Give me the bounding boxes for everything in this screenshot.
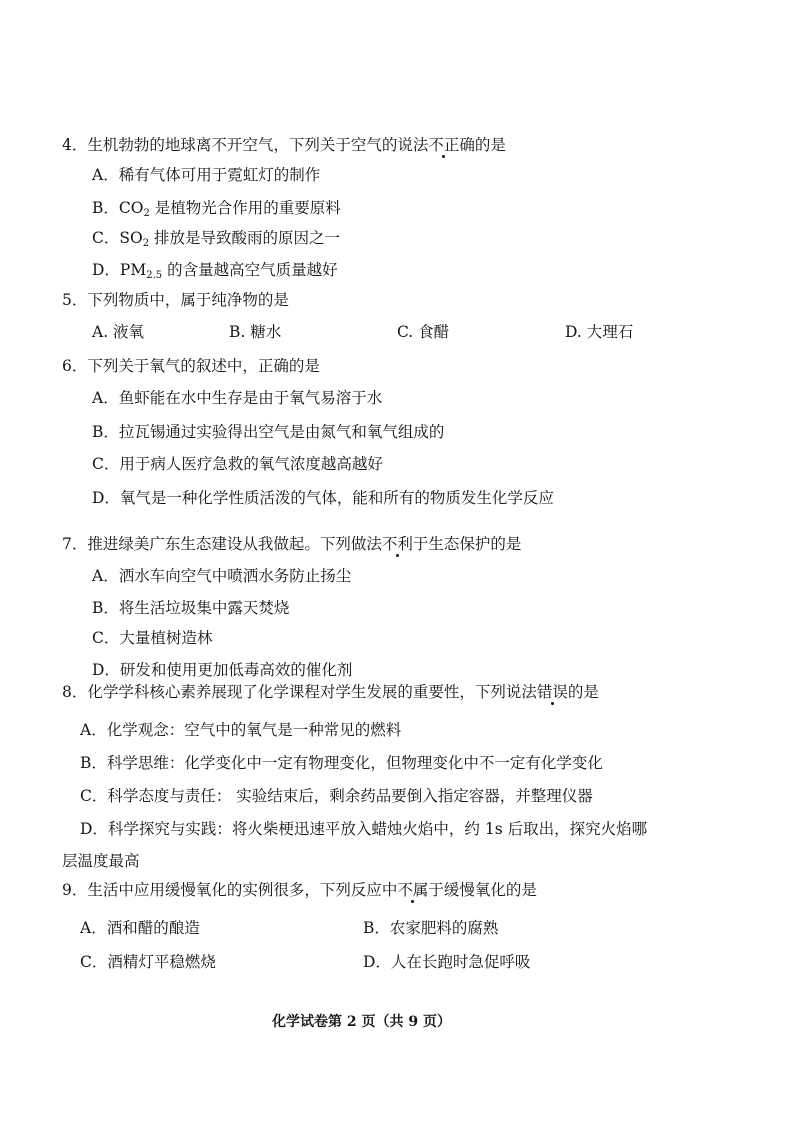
q8-stem <box>62 682 599 702</box>
q8-stem-text: 8．化学学科核心素养展现了化学课程对学生发展的重要性，下列说法 <box>62 683 537 701</box>
q4-stem-text-end: 确的是 <box>459 136 506 154</box>
q4-option-b <box>92 198 341 218</box>
q9-emphasis-text: 不属 <box>397 881 429 899</box>
q7-stem-text: 7．推进绿美广东生态建设从我做起。下列做法 <box>62 535 382 553</box>
q4-c-subscript: 2 <box>142 238 150 249</box>
q4-b-subscript: 2 <box>143 208 150 219</box>
q5-option-a: A. 液氧 <box>92 323 145 341</box>
q7-emphasis-text: 不利 <box>381 535 413 553</box>
q4-stem <box>62 135 506 155</box>
q6-option-a: A．鱼虾能在水中生存是由于氧气易溶于水 <box>92 389 383 407</box>
q4-option-c <box>92 228 340 248</box>
q9-option-c: C．酒精灯平稳燃烧 <box>80 953 216 971</box>
q6-option-b: B．拉瓦锡通过实验得出空气是由氮气和氧气组成的 <box>92 423 445 441</box>
q4-b-text: B．CO <box>92 199 144 217</box>
q9-stem <box>62 880 537 900</box>
q8-option-d-line2: 层温度最高 <box>62 852 140 870</box>
q4-stem-emphasis <box>428 136 459 154</box>
q4-b-text-end: 是植物光合作用的重要原料 <box>149 199 341 217</box>
q5-option-b: B. 糖水 <box>229 323 282 341</box>
q9-stem-text-end: 于缓慢氧化的是 <box>428 881 537 899</box>
q9-option-d: D．人在长跑时急促呼吸 <box>363 953 531 971</box>
q4-stem-text: 4．生机勃勃的地球离不开空气，下列关于空气的说法 <box>62 136 429 154</box>
q5-option-d: D. 大理石 <box>565 323 634 341</box>
q9-option-b: B．农家肥料的腐熟 <box>363 919 499 937</box>
q8-emphasis-text: 错误 <box>536 683 568 701</box>
q4-d-text-end: 的含量越高空气质量越好 <box>162 261 338 279</box>
q4-option-d <box>92 260 338 280</box>
q4-c-text-end: 排放是导致酸雨的原因之一 <box>149 229 340 247</box>
q8-stem-text-end: 的是 <box>567 683 599 701</box>
q6-option-c: C．用于病人医疗急救的氧气浓度越高越好 <box>92 455 383 473</box>
q7-option-d: D．研发和使用更加低毒高效的催化剂 <box>92 661 353 679</box>
q4-emphasis-text: 不正 <box>428 136 460 154</box>
q9-stem-text: 9．生活中应用缓慢氧化的实例很多，下列反应中 <box>62 881 398 899</box>
q8-option-d-line1: D．科学探究与实践：将火柴梗迅速平放入蜡烛火焰中，约 1s 后取出，探究火焰哪 <box>80 820 648 838</box>
q8-option-b: B．科学思维：化学变化中一定有物理变化，但物理变化中不一定有化学变化 <box>80 754 603 772</box>
q7-option-c: C．大量植树造林 <box>92 629 213 647</box>
q7-option-a: A．洒水车向空气中喷洒水务防止扬尘 <box>92 567 352 585</box>
q7-stem <box>62 534 521 554</box>
q4-c-text: C．SO <box>92 229 143 247</box>
q8-option-a: A．化学观念：空气中的氧气是一种常见的燃料 <box>80 721 402 739</box>
q9-option-a: A．酒和醋的酿造 <box>80 919 200 937</box>
q5-stem: 5．下列物质中，属于纯净物的是 <box>62 291 289 309</box>
page-footer: 化学试卷第 2 页（共 9 页） <box>272 1014 451 1030</box>
q6-option-d: D．氧气是一种化学性质活泼的气体，能和所有的物质发生化学反应 <box>92 489 554 507</box>
q4-d-subscript: 2.5 <box>146 270 163 281</box>
q7-option-b: B．将生活垃圾集中露天焚烧 <box>92 599 290 617</box>
q6-stem: 6．下列关于氧气的叙述中，正确的是 <box>62 357 320 375</box>
q4-option-a: A．稀有气体可用于霓虹灯的制作 <box>92 166 321 184</box>
q4-d-text: D．PM <box>92 261 147 279</box>
q7-stem-text-end: 于生态保护的是 <box>412 535 522 553</box>
q8-option-c: C．科学态度与责任： 实验结束后，剩余药品要倒入指定容器，并整理仪器 <box>80 787 593 805</box>
q5-option-c: C. 食醋 <box>397 323 450 341</box>
